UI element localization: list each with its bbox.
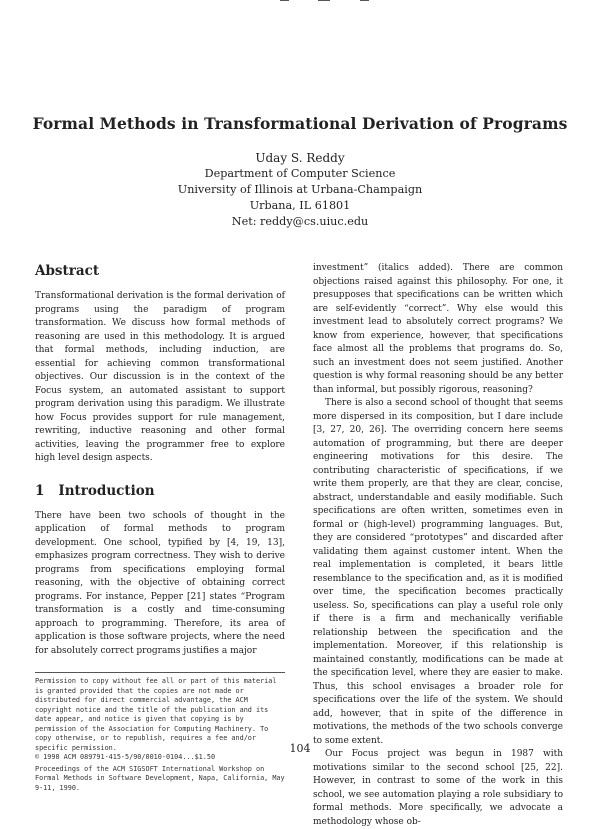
copyright-line: © 1990 ACM 089791-415-5/90/0010-0104...$1.50 [35,753,216,761]
introduction-heading [35,482,285,500]
permission-text: Permission to copy without fee all or part of this material is granted provided that the copies are not made or distributed for direct commercial advantage, the ACM copyright notice and the title of the publication and its date appear, and notice is given that copying is by permission of the Association for Computing Machinery. To copy otherwise, or to republish, requires a fee and/or specific permission. [35,677,277,752]
introduction-paragraph: There have been two schools of thought in the application of formal methods to program development. One school, typified by [4, 19, 13], emphasizes program correctness. They wish to derive programs from specifications employing formal reasoning, with the objective of obtaining correct programs. For instance, Pepper [21] states “Program transformation is a costly and time-consuming approach to programming. Therefore, its area of application is those software projects, where the need for absolutely correct programs justifies a major [35,510,285,656]
right-paragraph-1: investment” (italics added). There are common objections raised against this philosophy. For one, it presupposes that specifications can be written which are self-evidently “correct”. Why else would this investment lead to absolutely correct programs? We know from experience, however, that specifications face almost all the problems that programs do. So, such an investment does not seem justified. Another question is why formal reasoning should be any better than informal, but possibly rigorous, reasoning? [313,263,563,395]
scan-marks [280,0,370,4]
author-email: Net: reddy@cs.uiuc.edu [231,215,369,228]
right-paragraph-2: There is also a second school of thought that seems more dispersed in its composition, but I dare include [3, 27, 20, 26]. The overriding concern here seems automation of programming, but there are deeper engineering motivations for this desire. The contributing characteristic of specifications, if we write them properly, are that they are clear, concise, abstract, understandable and easily modifiable. Such specifications are often written, sometimes even in formal or (high-level) programming languages. But, they are considered “prototypes” and discarded after validating them against customer intent. When the real implementation is completed, it bears little resemblance to the specification and, as it is modified over time, the specification becomes practically useless. So, specifications can play a useful role only if there is a firm and mechanically verifiable relationship between the specification and the implementation. Moreover, if this relationship is maintained constantly, modifications can be made at the specification level, where they are easier to make. Thus, this school envisages a broader role for specifications over the life of the system. We should add, however, that in spite of the difference in motivations, the methods of the two schools converge to some extent. [313,398,563,746]
abstract-heading: Abstract [35,263,100,279]
scan-mark [280,0,289,1]
author-block [0,150,600,230]
right-paragraph-3: Our Focus project was begun in 1987 with motivations similar to the second school [25, 22]. However, in contrast to some of the work in this school, we see automation playing a role subsidiary to formal methods. More specifically, we advocate a methodology whose ob- [313,749,563,827]
author-university: University of Illinois at Urbana-Champaign [177,183,423,196]
author-department: Department of Computer Science [204,167,396,180]
scan-mark [360,0,369,1]
scan-mark [318,0,330,1]
page-number: 104 [289,742,311,755]
copyright-notice [35,672,285,793]
author-name: Uday S. Reddy [255,151,345,165]
author-city: Urbana, IL 61801 [249,199,351,212]
abstract-text: Transformational derivation is the formal derivation of programs using the paradigm of program transformation. We discuss how formal methods of reasoning are used in this methodology. It is argued that formal methods, including induction, are essential for achieving common transformational objectives. Our discussion is in the context of the Focus system, an automated assistant to support program derivation using this paradigm. We illustrate how Focus provides support for rule management, rewriting, inductive reasoning and other formal activities, leaving the programmer free to explore high level design aspects. [35,291,285,463]
paper-title: Formal Methods in Transformational Derivation of Programs [32,114,568,133]
left-column [35,262,285,793]
section-number: 1 [35,482,45,499]
section-title: Introduction [58,482,155,499]
proceedings-line: Proceedings of the ACM SIGSOFT International Workshop on Formal Methods in Software Development, Napa, California, May 9-11, 1990. [35,764,285,792]
